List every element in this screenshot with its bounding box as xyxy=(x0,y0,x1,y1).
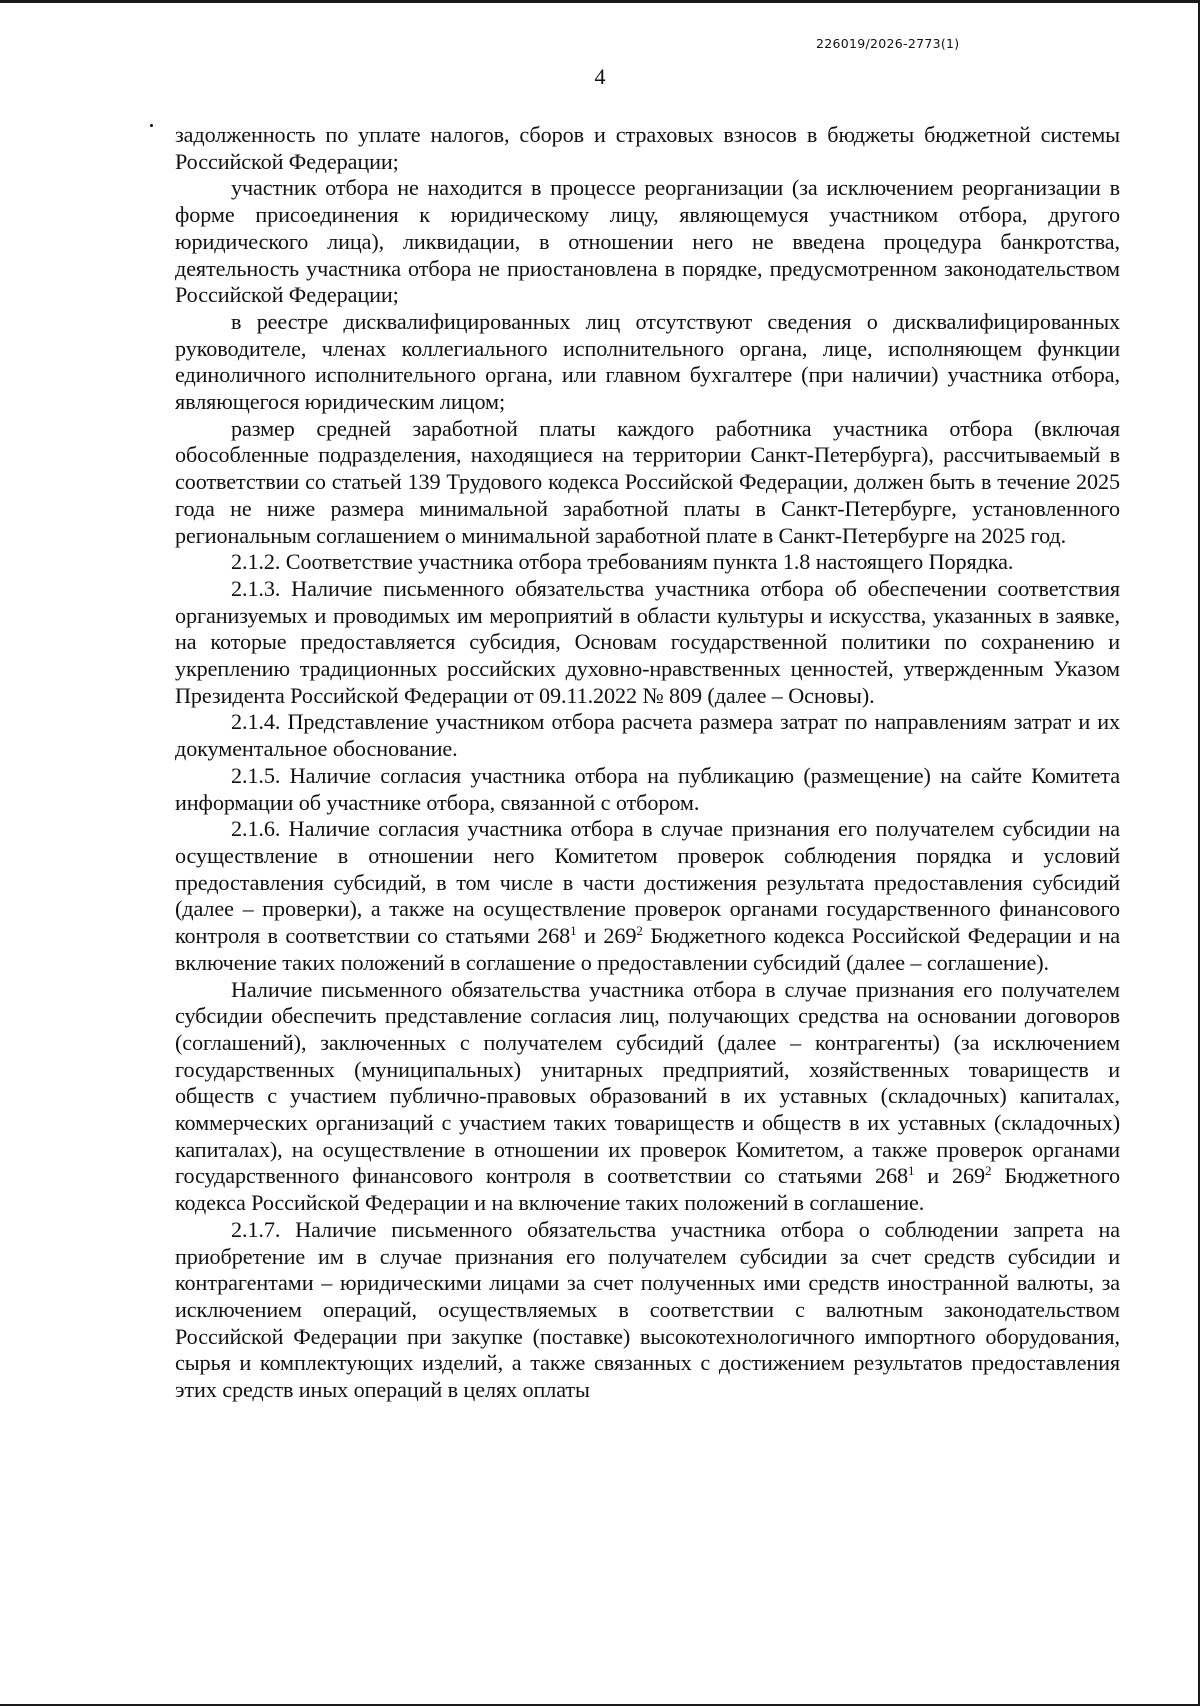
document-body xyxy=(175,122,1120,1404)
superscript-268: 1 xyxy=(907,1163,915,1179)
paragraph-2-1-6-text-b: и 269 xyxy=(576,923,637,949)
paragraph-disqualified-persons: в реестре дисквалифицированных лиц отсутствуют сведения о дисквалифицированных руководителе, членах коллегиального исполнительного органа, лице, исполняющем функции единоличного исполнительного органа, или главном бухгалтере (при наличии) участника отбора, являющегося юридическим лицом; xyxy=(175,308,1120,415)
paragraph-2-1-3: 2.1.3. Наличие письменного обязательства участника отбора об обеспечении соответствия организуемых и проводимых им мероприятий в области культуры и искусства, указанных в заявке, на которые предоставляется субсидия, Основам государственной политики по сохранению и укреплению традиционных российских духовно-нравственных ценностей, утвержденным Указом Президента Российской Федерации от 09.11.2022 № 809 (далее – Основы). xyxy=(175,575,1120,708)
paragraph-2-1-6-text-c: Бюджетного кодекса Российской Федерации и на включение таких положений в соглашение о предоставлении субсидий (далее – соглашение). xyxy=(175,923,1121,975)
paragraph-2-1-6 xyxy=(175,816,1120,976)
superscript-269: 2 xyxy=(636,923,643,939)
paragraph-contractors-consent xyxy=(175,977,1120,1217)
paragraph-2-1-7: 2.1.7. Наличие письменного обязательства участника отбора о соблюдении запрета на приобретение им в случае признания его получателем субсидии за счет средств субсидии и контрагентами – юридическими лицами за счет полученных ими средств иностранной валюты, за исключением операций, осуществляемых в соответствии с валютным законодательством Российской Федерации при закупке (поставке) высокотехнологичного импортного оборудования, сырья и комплектующих изделий, а также связанных с достижением результатов предоставления этих средств иных операций в целях оплаты xyxy=(175,1216,1120,1403)
superscript-268: 1 xyxy=(570,923,577,939)
scan-speck xyxy=(150,124,153,127)
paragraph-2-1-2: 2.1.2. Соответствие участника отбора требованиям пункта 1.8 настоящего Порядка. xyxy=(231,549,1014,575)
scan-border-top xyxy=(0,0,1200,3)
paragraph-contractors-text-b: и 269 xyxy=(914,1163,985,1189)
paragraph-reorganization: участник отбора не находится в процессе реорганизации (за исключением реорганизации в форме присоединения к юридическому лицу, являющемуся участником отбора, другого юридического лица), ликвидации, в отношении него не введена процедура банкротства, деятельность участника отбора не приостановлена в порядке, предусмотренном законодательством Российской Федерации; xyxy=(175,175,1120,308)
paragraph-average-salary: размер средней заработной платы каждого работника участника отбора (включая обособленные подразделения, находящиеся на территории Санкт-Петербурга), рассчитываемый в соответствии со статьей 139 Трудового кодекса Российской Федерации, должен быть в течение 2025 года не ниже размера минимальной заработной платы в Санкт-Петербурге, установленного региональным соглашением о минимальной заработной плате в Санкт-Петербурге на 2025 год. xyxy=(175,415,1120,548)
page-number: 4 xyxy=(594,64,606,89)
paragraph-contractors-text-c: Бюджетного кодекса Российской Федерации и на включение таких положений в соглашение. xyxy=(175,1163,1120,1216)
paragraph-tax-debt-continuation: задолженность по уплате налогов, сборов и страховых взносов в бюджеты бюджетной системы Российской Федерации; xyxy=(175,122,1120,174)
registration-number: 226019/2026-2773(1) xyxy=(816,36,960,51)
superscript-269: 2 xyxy=(984,1163,992,1179)
paragraph-2-1-6-text-a: 2.1.6. Наличие согласия участника отбора в случае признания его получателем субсидии на осуществление в отношении него Комитетом проверок соблюдения порядка и условий предоставления субсидий, в том числе в части достижения результата предоставления субсидий (далее – проверки), а также на осуществление проверок органами государственного финансового контроля в соответствии со статьями 268 xyxy=(175,816,1120,949)
paragraph-2-1-5: 2.1.5. Наличие согласия участника отбора на публикацию (размещение) на сайте Комитета информации об участнике отбора, связанной с отбором. xyxy=(175,762,1120,815)
paragraph-2-1-4: 2.1.4. Представление участником отбора расчета размера затрат по направлениям затрат и их документальное обоснование. xyxy=(175,709,1120,762)
paragraph-contractors-text-a: Наличие письменного обязательства участника отбора в случае признания его получателем субсидии обеспечить представление согласия лиц, получающих средства на основании договоров (соглашений), заключенных с получателем субсидий (далее – контрагенты) (за исключением государственных (муниципальных) унитарных предприятий, хозяйственных товариществ и обществ с участием публично-правовых образований в их уставных (складочных) капиталах, коммерческих организаций с участием таких товариществ и обществ в их уставных (складочных) капиталах), на осуществление в отношении их проверок Комитетом, а также проверок органами государственного финансового контроля в соответствии со статьями 268 xyxy=(175,976,1120,1189)
